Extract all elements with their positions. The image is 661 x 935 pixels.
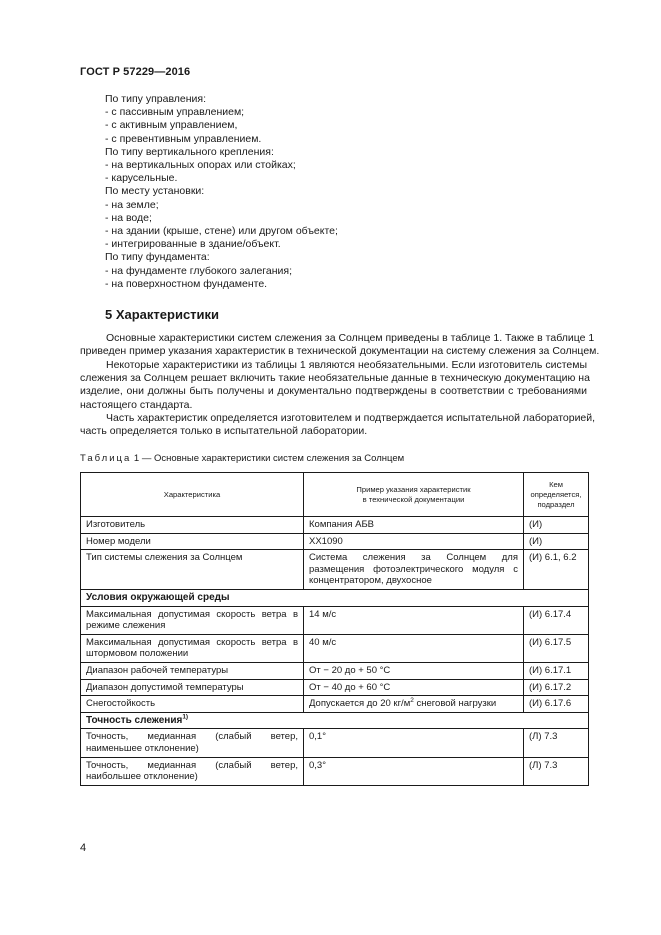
table-row [81,757,589,785]
cell-characteristic: Максимальная допустимая скорость ветра в режиме слежения [81,606,304,634]
header-example-line: Пример указания характеристик [356,484,471,494]
table-row [81,533,589,550]
cell-who: (И) 6.17.6 [524,696,589,713]
cell-who: (И) 6.17.1 [524,662,589,679]
cell-characteristic: Тип системы слежения за Солнцем [81,550,304,590]
list-item: - на поверхностном фундаменте. [105,277,268,290]
table-row [81,606,589,634]
table-row [81,662,589,679]
cell-example: Компания АБВ [304,517,524,534]
section-accuracy-label: Точность слежения [86,714,183,726]
cell-example: Система слежения за Солнцем для размещения фотоэлектрического модуля с концентратором, двухосное [304,550,524,590]
paragraph-optional [80,359,590,412]
table-section-row [81,712,589,729]
snow-load-text: снеговой нагрузки [413,698,497,710]
cell-example: 40 м/с [304,634,524,662]
table-row [81,517,589,534]
cell-who: (И) 6.17.2 [524,679,589,696]
list-item: - на вертикальных опорах или стойках; [105,159,296,172]
paragraph-line: Некоторые характеристики из таблицы 1 являются необязательными. Если изготовитель системы [106,359,587,371]
cell-who: (И) [524,517,589,534]
cell-characteristic: Снегостойкость [81,696,304,713]
list-item: - интегрированные в здание/объект. [105,238,281,251]
cell-example: 0,1° [304,729,524,757]
paragraph-line: изделие, они должны быть получены и документально подтверждены в соответствии с требованиями [80,385,587,398]
cell-who: (И) 6.1, 6.2 [524,550,589,590]
document-header: ГОСТ Р 57229—2016 [80,66,191,78]
table-caption-text: 1 — Основные характеристики систем слежения за Солнцем [133,453,405,464]
table-caption [80,453,404,464]
superscript: 2 [410,696,414,704]
list-item: - на фундаменте глубокого залегания; [105,264,292,277]
header-who-line: определяется, [530,489,582,499]
header-who [524,473,589,517]
list-item: По типу вертикального крепления: [105,145,274,158]
cell-example: 0,3° [304,757,524,785]
cell-example [304,696,524,713]
cell-characteristic: Точность, медианная (слабый ветер, наименьшее отклонение) [81,729,304,757]
classification-list [105,93,585,291]
paragraph-line: Часть характеристик определяется изготовителем и подтверждается испытательной лабораторией, [106,412,596,424]
cell-characteristic: Изготовитель [81,517,304,534]
cell-characteristic: Номер модели [81,533,304,550]
table-section-row [81,589,589,606]
header-example [304,473,524,517]
table-row [81,679,589,696]
cell-characteristic: Точность, медианная (слабый ветер, наибольшее отклонение) [81,757,304,785]
list-item: По месту установки: [105,185,205,198]
table-caption-label: Таблица [80,453,132,464]
cell-characteristic: Диапазон рабочей температуры [81,662,304,679]
list-item: - с активным управлением, [105,119,238,132]
paragraph-intro [80,332,600,358]
cell-example: От − 40 до + 60 °C [304,679,524,696]
section-title: 5 Характеристики [105,307,220,322]
list-item: - карусельные. [105,172,178,185]
table-row [81,550,589,590]
header-who-line: Кем [549,479,563,489]
characteristics-table [80,472,589,786]
paragraph-line: приведен пример указания характеристик в технической документации на систему слежения за Солнцем. [80,345,600,358]
table-row [81,696,589,713]
cell-example: XX1090 [304,533,524,550]
cell-who: (Л) 7.3 [524,729,589,757]
paragraph-line: настоящего стандарта. [80,398,193,411]
table-row [81,634,589,662]
cell-example: От − 20 до + 50 °C [304,662,524,679]
list-item: - с превентивным управлением. [105,132,262,145]
cell-who: (И) 6.17.4 [524,606,589,634]
table-row [81,729,589,757]
cell-example: 14 м/с [304,606,524,634]
list-item: - на воде; [105,211,152,224]
cell-who: (Л) 7.3 [524,757,589,785]
header-who-line: подраздел [537,499,575,509]
header-example-line: в технической документации [362,494,465,504]
paragraph-line: слежения за Солнцем решает включить такие необязательные данные в техническую документацию на [80,372,590,385]
table-header-row [81,473,589,517]
list-item: По типу управления: [105,93,207,105]
page-number: 4 [80,842,87,854]
section-accuracy [81,712,589,729]
paragraph-line: Основные характеристики систем слежения за Солнцем приведены в таблице 1. Также в таблице 1 [106,332,595,344]
list-item: - на здании (крыше, стене) или другом объекте; [105,225,338,238]
header-characteristic: Характеристика [81,473,304,517]
footnote-ref: 1) [182,713,189,721]
paragraph-determination [80,412,596,438]
cell-characteristic: Максимальная допустимая скорость ветра в штормовом положении [81,634,304,662]
list-item: - на земле; [105,198,159,211]
cell-characteristic: Диапазон допустимой температуры [81,679,304,696]
cell-who: (И) [524,533,589,550]
cell-who: (И) 6.17.5 [524,634,589,662]
section-environment: Условия окружающей среды [81,589,589,606]
paragraph-line: часть определяется только в испытательной лаборатории. [80,425,368,438]
list-item: По типу фундамента: [105,251,210,264]
list-item: - с пассивным управлением; [105,106,245,119]
snow-load-text: Допускается до 20 кг/м [309,698,411,710]
